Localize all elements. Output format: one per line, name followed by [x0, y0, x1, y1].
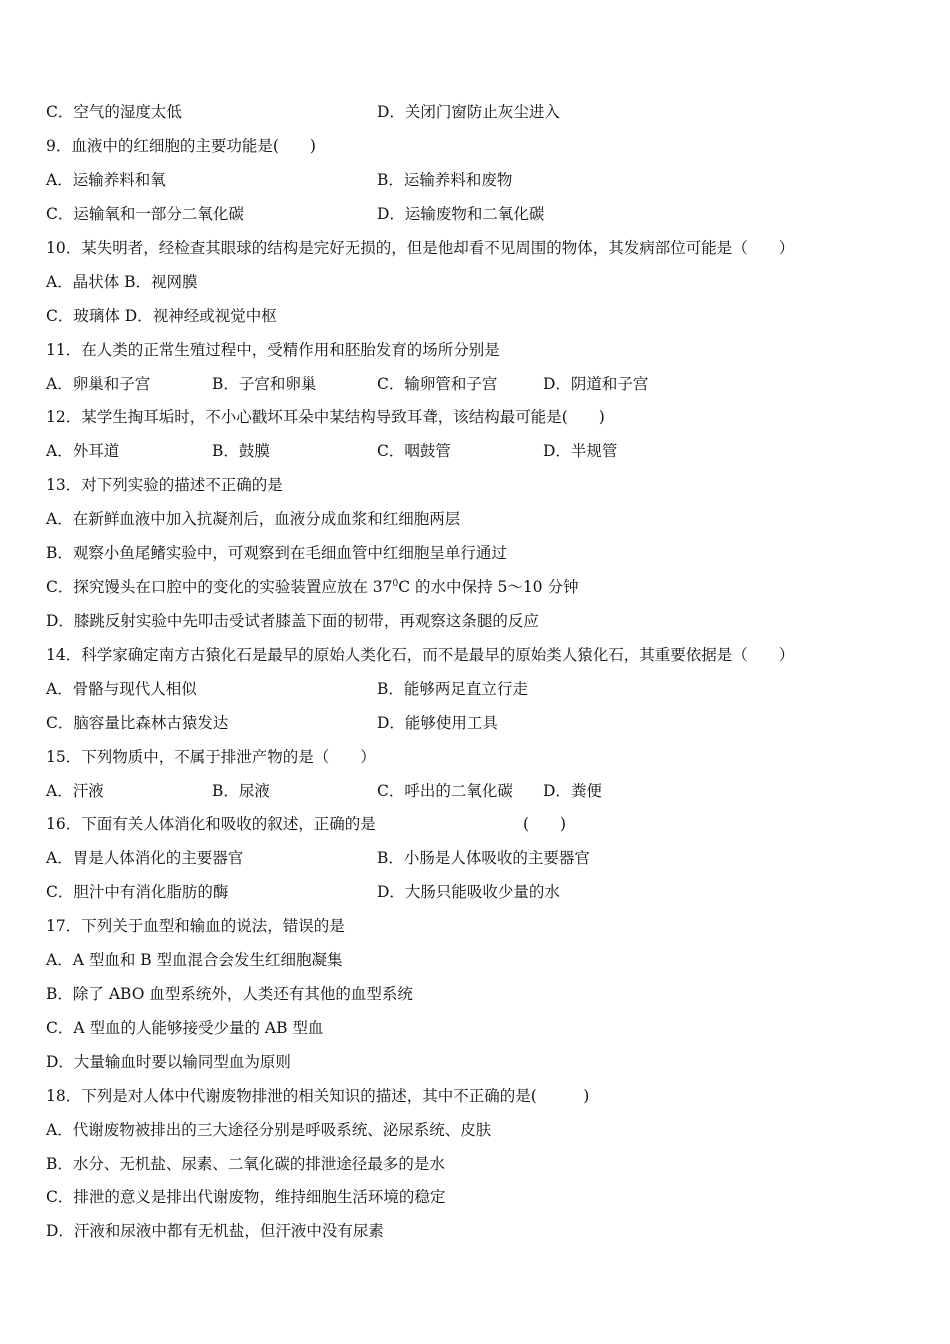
- q10-options-cd: C．玻璃体 D．视神经或视觉中枢: [46, 307, 277, 325]
- q11-stem: 11．在人类的正常生殖过程中，受精作用和胚胎发育的场所分别是: [46, 341, 500, 359]
- q9-option-a: A．运输养料和氧: [46, 171, 166, 189]
- q17-option-c: C．A 型血的人能够接受少量的 AB 型血: [46, 1019, 324, 1037]
- q17-stem: 17．下列关于血型和输血的说法，错误的是: [46, 917, 345, 935]
- q9-option-c: C．运输氧和一部分二氧化碳: [46, 205, 244, 223]
- q16-option-d: D．大肠只能吸收少量的水: [377, 883, 560, 901]
- q10-stem: 10．某失明者，经检查其眼球的结构是完好无损的，但是他却看不见周围的物体，其发病部位可能是（ ）: [46, 239, 795, 257]
- q10-options-ab: A．晶状体 B．视网膜: [46, 273, 198, 291]
- q18-option-a: A．代谢废物被排出的三大途径分别是呼吸系统、泌尿系统、皮肤: [46, 1121, 492, 1139]
- q15-stem: 15．下列物质中，不属于排泄产物的是（ ）: [46, 748, 376, 766]
- q12-option-c: C．咽鼓管: [377, 442, 451, 460]
- q12-option-b: B．鼓膜: [212, 442, 270, 460]
- q13-option-c-text: C．探究馒头在口腔中的变化的实验装置应放在 37: [46, 578, 393, 596]
- q16-stem: 16．下面有关人体消化和吸收的叙述，正确的是: [46, 815, 376, 833]
- q8-option-d: D．关闭门窗防止灰尘进入: [377, 103, 560, 121]
- q14-option-b: B．能够两足直立行走: [377, 680, 528, 698]
- q18-option-d: D．汗液和尿液中都有无机盐，但汗液中没有尿素: [46, 1222, 384, 1240]
- q17-option-d: D．大量输血时要以输同型血为原则: [46, 1053, 291, 1071]
- q9-option-d: D．运输废物和二氧化碳: [377, 205, 545, 223]
- q16-option-b: B．小肠是人体吸收的主要器官: [377, 849, 590, 867]
- q11-option-a: A．卵巢和子宫: [46, 375, 151, 393]
- q14-option-a: A．骨骼与现代人相似: [46, 680, 197, 698]
- q14-stem: 14．科学家确定南方古猿化石是最早的原始人类化石，而不是最早的原始类人猿化石，其重要依据是（ ）: [46, 646, 795, 664]
- q16-answer-paren: ( ): [523, 815, 567, 833]
- q13-option-b: B．观察小鱼尾鳍实验中，可观察到在毛细血管中红细胞呈单行通过: [46, 544, 507, 562]
- q12-option-d: D．半规管: [543, 442, 618, 460]
- q9-stem: 9．血液中的红细胞的主要功能是( ): [46, 137, 316, 155]
- q17-option-a: A．A 型血和 B 型血混合会发生红细胞凝集: [46, 951, 343, 969]
- q13-option-a: A．在新鲜血液中加入抗凝剂后，血液分成血浆和红细胞两层: [46, 510, 461, 528]
- q11-option-d: D．阴道和子宫: [543, 375, 649, 393]
- q12-option-a: A．外耳道: [46, 442, 120, 460]
- q16-option-a: A．胃是人体消化的主要器官: [46, 849, 244, 867]
- degree-superscript: 0: [392, 578, 399, 589]
- q15-option-b: B．尿液: [212, 782, 270, 800]
- q14-option-c: C．脑容量比森林古猿发达: [46, 714, 229, 732]
- q18-option-b: B．水分、无机盐、尿素、二氧化碳的排泄途径最多的是水: [46, 1155, 445, 1173]
- q15-option-a: A．汗液: [46, 782, 104, 800]
- q16-option-c: C．胆汁中有消化脂肪的酶: [46, 883, 229, 901]
- q13-option-c-text-end: C 的水中保持 5～10 分钟: [398, 578, 579, 596]
- q18-stem: 18．下列是对人体中代谢废物排泄的相关知识的描述，其中不正确的是( ): [46, 1087, 590, 1105]
- q8-option-c: C．空气的湿度太低: [46, 103, 182, 121]
- q13-option-c: [46, 575, 578, 599]
- q15-option-c: C．呼出的二氧化碳: [377, 782, 513, 800]
- q15-option-d: D．粪便: [543, 782, 602, 800]
- q12-stem: 12．某学生掏耳垢时，不小心戳坏耳朵中某结构导致耳聋，该结构最可能是( ): [46, 408, 605, 426]
- q13-option-d: D．膝跳反射实验中先叩击受试者膝盖下面的韧带，再观察这条腿的反应: [46, 612, 539, 630]
- q13-stem: 13．对下列实验的描述不正确的是: [46, 476, 283, 494]
- q18-option-c: C．排泄的意义是排出代谢废物，维持细胞生活环境的稳定: [46, 1188, 446, 1206]
- q9-option-b: B．运输养料和废物: [377, 171, 513, 189]
- q17-option-b: B．除了 ABO 血型系统外，人类还有其他的血型系统: [46, 985, 413, 1003]
- q11-option-b: B．子宫和卵巢: [212, 375, 317, 393]
- q14-option-d: D．能够使用工具: [377, 714, 498, 732]
- q11-option-c: C．输卵管和子宫: [377, 375, 498, 393]
